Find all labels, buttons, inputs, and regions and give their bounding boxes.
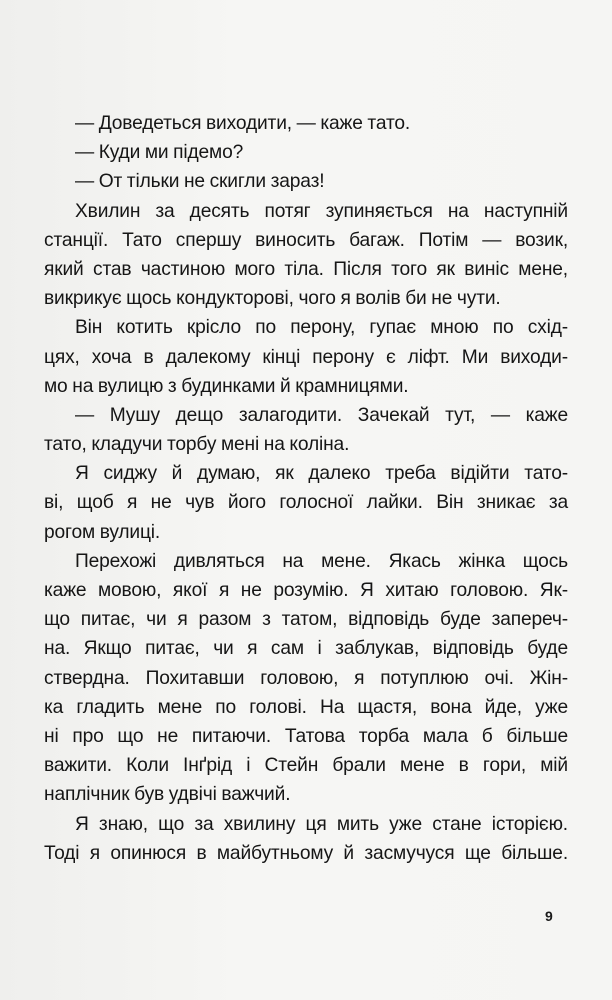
text-line: Тоді я опинюся в майбутньому й засмучуся ще більше. [44,842,568,864]
text-line: Він котить крісло по перону, гупає мною по схід- [75,317,568,339]
text-line: викрикує щось кондукторові, чого я волів би не чути. [44,288,501,310]
text-line: цях, хоча в далекому кінці перону є ліфт. Ми виходи- [44,346,568,368]
text-line: станції. Тато спершу виносить багаж. Потім — возик, [44,229,568,251]
text-line: рогом вулиці. [44,521,161,543]
text-line: каже мовою, якої я не розумію. Я хитаю головою. Як- [44,580,568,601]
text-line: — От тільки не скигли зараз! [75,171,325,193]
text-line: який став частиною мого тіла. Після того як виніс мене, [44,258,568,280]
text-line: Я сиджу й думаю, як далеко треба відійти тато- [75,463,568,485]
text-line: на. Якщо питає, чи я сам і заблукав, відповідь буде [44,638,568,660]
text-line: важити. Коли Інґрід і Стейн брали мене в гори, мій [44,755,568,777]
text-line: мо на вулицю з будинками й крамницями. [44,375,409,397]
text-line: Перехожі дивляться на мене. Якась жінка щось [75,550,568,572]
text-line: — Куди ми підемо? [75,142,244,164]
text-line: ві, щоб я не чув його голосної лайки. Він зникає за [44,492,568,514]
text-line: Хвилин за десять потяг зупиняється на наступній [75,200,568,222]
text-line: що питає, чи я разом з татом, відповідь буде запереч- [44,609,568,631]
text-line: ка гладить мене по голові. На щастя, вона йде, уже [44,696,568,718]
text-line: тато, кладучи торбу мені на коліна. [44,434,350,456]
body-text [44,109,568,868]
text-line: наплічник був удвічі важчий. [44,784,291,806]
text-line: ствердна. Похитавши головою, я потуплюю очі. Жін- [44,667,568,689]
text-line: — Мушу дещо залагодити. Зачекай тут, — каже [75,404,568,426]
text-line: Я знаю, що за хвилину ця мить уже стане історією. [75,813,568,835]
text-line: — Доведеться виходити, — каже тато. [75,113,411,134]
page-number: 9 [545,908,553,924]
text-line: ні про що не питаючи. Татова торба мала б більше [44,725,568,747]
